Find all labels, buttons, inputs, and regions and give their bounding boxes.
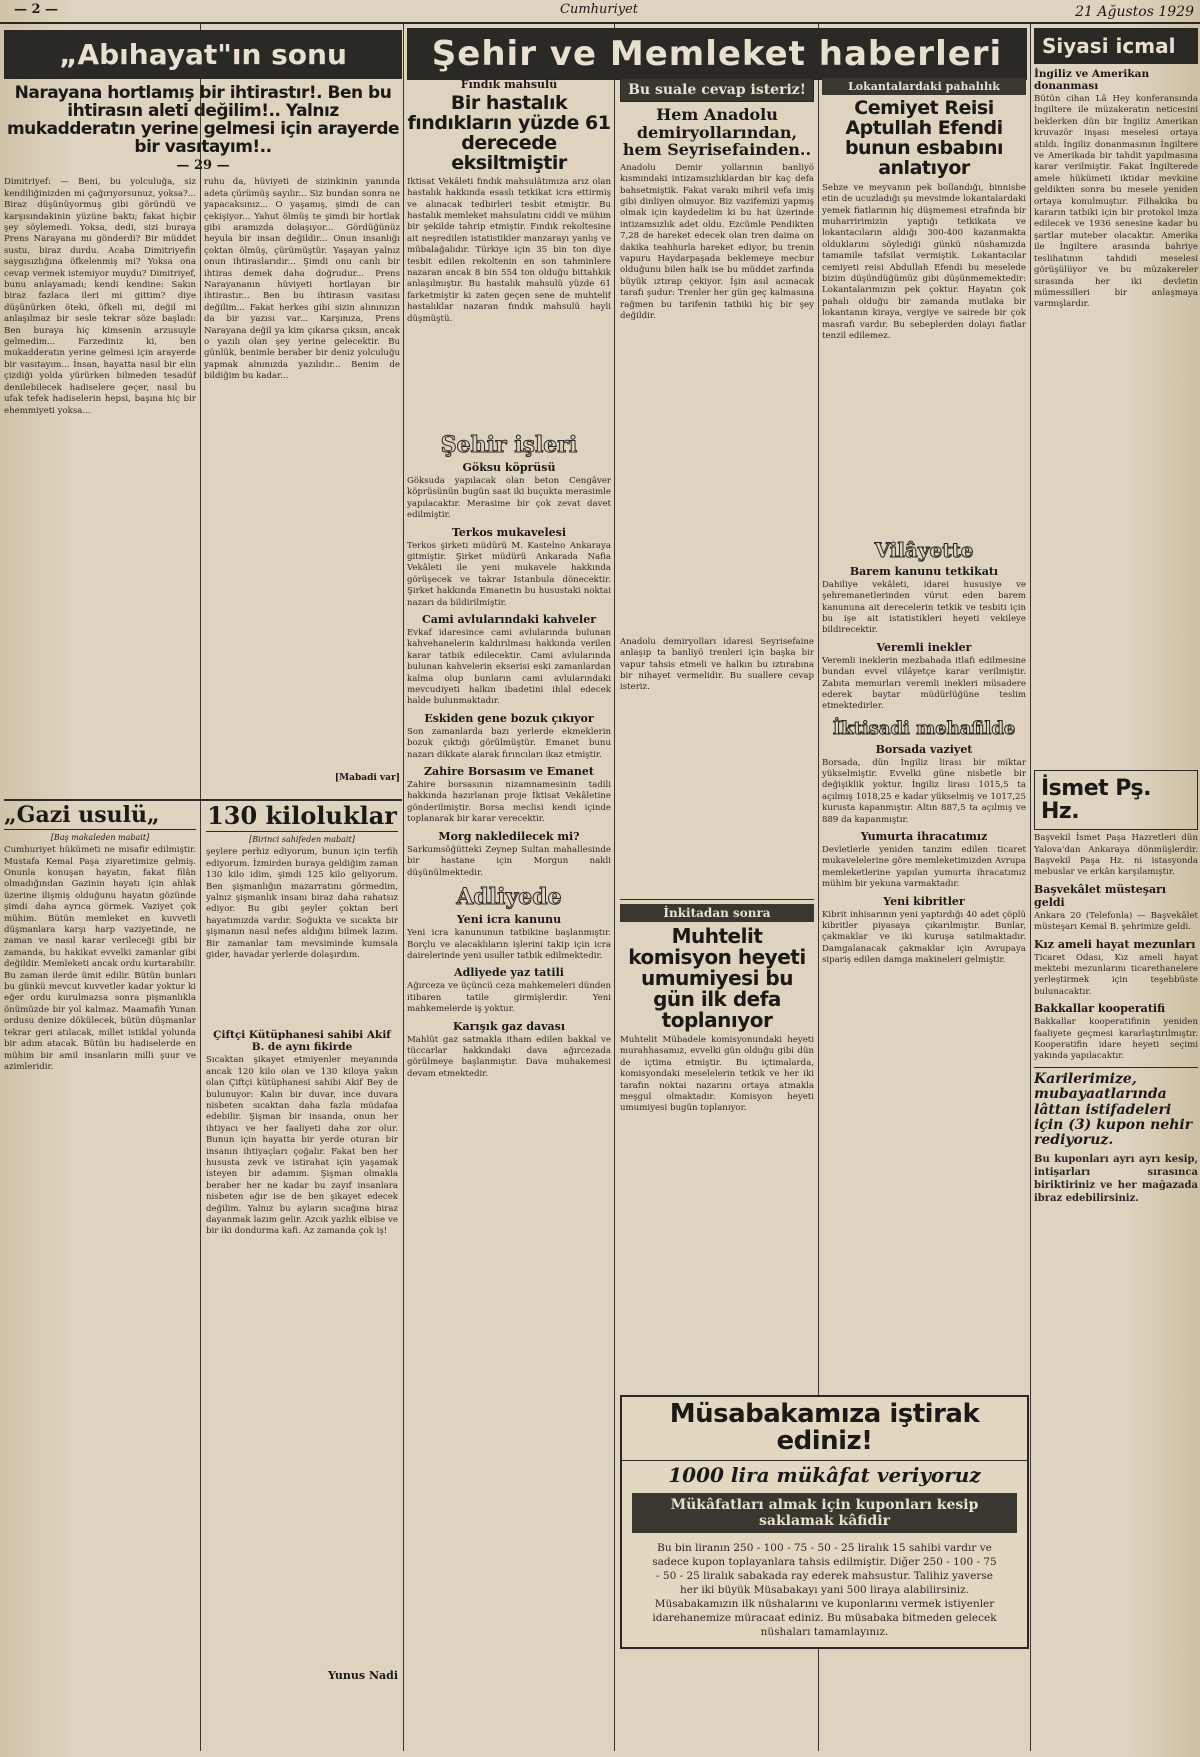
court-item-heading: Adliyede yaz tatili — [454, 966, 564, 980]
cifci-text: Sıcaktan şikayet etmiyenler meyanında ancak 120 kilo olan ve 130 kiloya yakın olan Çiftçi kütüphanesi sahibi Akif Bey de bulunuyor: Kalın bir duvar, ince duvara nisbeten sıcaktan daha fazla müdafaa edebilir. Şişman bir insanda, onun her ihtiyacı ve her faaliyeti daha zor olur. Bunun için hayatta bir yerde oturan bir insanın ihtiyaçları çoğalır. Fakat ben her hususta zevk ve istirahat için yaşamak isteyen bir adamım. Şişman olmakla beraber her ne kadar bu zayıf insanlara nisbeten ağır ise de ben şikayet edecek değilim. Yalnız bu ayların sıcağına biraz dayanmak lazım gelir. Azcık yazlık elbise ve bir iki dondurma kafi. Az zamanda çok iş! — [206, 1055, 398, 1237]
court-item-heading: Yeni icra kanunu — [456, 913, 562, 927]
restaurant-kicker: Lokantalardaki pahalılık — [822, 78, 1026, 95]
question-box: Bu suale cevap isteriz! — [620, 78, 814, 102]
pm-undersecretary-heading: Başvekâlet müsteşarı geldi — [1034, 882, 1167, 909]
kilo-article — [206, 803, 398, 1751]
serial-title: „Abıhayat"ın sonu — [4, 30, 402, 79]
serial-story — [4, 30, 402, 792]
province-item-text: Veremli ineklerin mezbahada itlafı edilmesine bundan evvel vilâyetçe karar verilmiştir. Zabıta memurları veremli inekleri müsadere ederek baytar müdürlüğüne teslim etmektedirler. — [822, 655, 1026, 712]
page-header — [0, 0, 1200, 24]
ismet-headline: İsmet Pş. Hz. — [1034, 770, 1198, 830]
readers-coupon-headline: Karilerimize, mubayaatlarında lâttan istifadeleri için (3) kupon nehir rediyoruz. — [1034, 1070, 1193, 1149]
province-item-text: Dahiliye vekâleti, idarei hususiye ve şehremanetlerinden vürut eden barem kanununa ait derecelerin tetkik ve tesbiti için bu işe ait istatistikleri heyeti vekileye bildirecektir. — [822, 579, 1026, 636]
serial-headline: Narayana hortlamış bir ihtirastır!. Ben bu ihtirasın aleti değilim!.. Yalnız mukadderatın yerine gelmesi için arayerde bir vasıtayım!.. — [6, 83, 400, 157]
gazi-title: „Gazi usulü„ — [4, 803, 196, 830]
column-rule — [614, 24, 615, 1751]
court-item-text: Ağırceza ve üçüncü ceza mahkemeleri dünden itibaren tatile girmişlerdir. Yeni mahkemelerde iş yoktur. — [407, 981, 611, 1015]
court-item-text: Mahlût gaz satmakla itham edilen bakkal ve tüccarlar hakkındaki dava ağırcezada görülmeye başlanmıştır. Dava muhakemesi devam etmektedir. — [407, 1034, 611, 1079]
province-item-heading: Barem kanunu tetkikatı — [849, 564, 999, 578]
court-title: Adliyede — [456, 883, 562, 910]
girls-school-heading: Kız ameli hayat mezunları — [1034, 937, 1196, 951]
city-news-banner — [407, 28, 1027, 80]
question-headline: Hem Anadolu demiryollarından, hem Seyrisefainden.. — [622, 105, 812, 160]
province-title: Vilâyette — [874, 537, 974, 562]
borsa-text: Borsada, dün İngiliz lirası bir miktar yükselmiştir. Evvelki güne nisbetle bir değişiklik yoktur. İngiliz lirası 1015,5 ta açılmış 1018,25 e kadar yükselmiş ve 1017,25 kurusta kapanmıştır. Altın 887,5 ta açılmış ve 889 da kapanmıştır. — [822, 757, 1026, 825]
serial-text-col1: Dimitriyef: — Beni, bu yolculuğa, siz kendiliğinizden mi çağırıyorsunuz, yoksa?... Biraz düşünüyormuş gibi göründü ve karşısındakinin yüzüne baktı; fakat hiçbir şey söylemedi. Yoksa, dedi, sizi buraya Prens Narayana mı gönderdi? Bir müddet sustu, biraz durdu. Acaba Dimitriyefin saygısızlığına öfkelenmiş mi? Yoksa ona cevap vermek istemiyor muydu? Dimitriyef, bunu anlayamadı; kendi kendine: Sakın biraz fazlaca ileri mi gittim? diye düşünürken öteki, öfkeli mi, değil mi anlaşılmaz bir sesle tekrar söze başladı: Ben buraya hiç kimsenin arzusuyle gelmedim... Farzediniz ki, ben mukadderatın yerine gelmesi için arayerde bir vasıtayım... İnsan, hayatta nasıl bir elin çizdiği yolda yürürken bilmeden tesadüf denilebilecek hadiselere geçer, nasıl bu ufak tefek hadiselerin hepsi, başına hiç bir ehemmiyeti yoksa... — [4, 177, 196, 416]
column-rule — [1030, 24, 1031, 1751]
section-divider — [4, 799, 402, 801]
question-text: Anadolu Demir yollarının banliyö kısmındaki intizamsızlıklardan bir kaç defa bahsetmiştik. Fakat varakı mihril vefa imiş gibi dinliyen olmuyor. Biz vazifemizi yapmış olmak için kaydedelim ki bu hat üzerinde intizamsızlık adet oldu. Ezcümle Pendikten 7,28 de hareket edecek olan tren daima on dakika teahhurla hareket ediyor, bu trenin vapuru Haydarpaşada beklemeye mecbur olduğunu bilen halk ise bu müddet zarfında büyük ıztırap çekiyor. İşin asıl acınacak tarafı şudur: Trenler her gün geç kalmasına rağmen bu tarifenin tatbiki hiç bir şey değildir. — [620, 162, 814, 322]
city-item-text: Terkos şirketi müdürü M. Kastelno Ankaraya gitmiştir. Şirket müdürü Ankarada Nafia Vekâleti ile yeni mukavele hakkında görüşecek ve takrar Istanbula dönecektir. Şirket hakkında Emanetin bu husustaki noktai nazarı da bildirilmiştir. — [407, 540, 611, 608]
gazi-text: Cumhuriyet hükümeti ne misafir edilmiştir. Mustafa Kemal Paşa ziyaretimize gelmiş. Onunla konuşan hayatın, fakat filân olmadığından Gazinin hayatı için ahlak üzerine ilişmiş olduğunu hayatın gözünde şimdi daha ayrıca görmek. Vaziyet çok mühim. Bütün memleket en kuvvetli düşmanlara karşı harp vaziyetinde, ne zaman ve nasıl karar verileceği gibi bir zamanda, bu hakikat evvelki zamanlar gibi değildir. Memleketi ancak ordu kurtarabilir. Bu zaman ilerde ümit edilir. Bütün bunları bu günkü mevcut kuvvetler kadar yoktur ki eğer ordu kurulmazsa sonra pişmanlıkla önümüzde bir yol kalmaz. Maamafih Yunan ordusu denize dökülecek, bütün düşmanlar tekrar geri atılacak, millet istiklal yolunda bir adım atacak. Bütün bu hadiselerde en mühim bir amil insanların milli şuur ve azimleridir. — [4, 845, 196, 1072]
kilo-title: 130 kiloluklar — [206, 803, 398, 832]
city-affairs-list — [407, 461, 611, 879]
kilo-note: [Birinci sahifeden mabait] — [249, 835, 355, 845]
commission-text: Muhtelit Mübadele komisyonundaki heyeti murahhasamız, evvelki gün olduğu gibi dün de içtima etmiştir. Bu içtimalarda, komisyondaki meselelerin tetkik ve her iki tarafın noktai nazarını ortaya atmakla meşgul olmaktadır. Komisyon heyeti umumiyesi bugün toplanıyor. — [620, 1035, 814, 1114]
city-item-text: Evkaf idaresince cami avlularında bulunan kahvehanelerin kaldırılması hakkında verilen karar tatbik edilecektir. Cami avlularında bulunan kahvelerin ekserisi eski zamanlardan kalma olup bunların cami avlularındaki mevcudiyeti halkın ibadetini ihlal edecek halde bulunmaktadır. — [407, 628, 611, 707]
city-item-heading: Terkos mukavelesi — [451, 525, 567, 539]
city-item-text: Son zamanlarda bazı yerlerde ekmeklerin bozuk çıktığı görülmüştür. Emanet bunu nazarı dikkate alarak fırıncıları ikaz etmiştir. — [407, 726, 611, 760]
city-item-heading: Cami avlularındaki kahveler — [421, 613, 597, 626]
matches-text: Kibrit inhisarının yeni yaptırdığı 40 adet çöplü kibritler piyasaya çıkarılmıştır. Bunlar, çakmaklar ve iki kuruşa satılmaktadır. Damgalanacak çakmaklar için Avrupaya sipariş edilen damga makineleri gelmiştir. — [822, 909, 1026, 966]
city-news-title: Şehir ve Memleket haberleri — [407, 28, 1027, 80]
hazelnut-article — [407, 78, 611, 1751]
readers-coupon-text: Bu kuponları ayrı ayrı kesip, intişarları sırasınca biriktiriniz ve her mağazada ibraz edebilirsiniz. — [1034, 1153, 1198, 1204]
gazi-article — [4, 803, 196, 1751]
pm-undersecretary-text: Ankara 20 (Telefonla) — Başvekâlet müsteşarı Kemal B. şehrimize geldi. — [1034, 910, 1198, 933]
city-item-heading: Eskiden gene bozuk çıkıyor — [424, 711, 594, 725]
city-item-text: Zahire borsasının nizamnamesinin tadili hakkında hazırlanan proje İktisat Vekâletine gönderilmiştir. Borsa meclisi kendi içinde toplanarak bir karar verecektir. — [407, 780, 611, 825]
contest-subheadline: 1000 lira mükâfat veriyoruz — [668, 1462, 981, 1487]
city-item-text: Sarkumsöğütteki Zeynep Sultan mahallesinde bir hastane için Morgun nakli düşünülmektedir. — [407, 844, 611, 878]
grocers-coop-heading: Bakkallar kooperatifi — [1034, 1002, 1166, 1016]
contest-coupon-box: Mükâfatları almak için kuponları kesip saklamak kâfidir — [632, 1493, 1017, 1533]
political-subhead: İngiliz ve Amerikan donanması — [1034, 68, 1150, 92]
hazelnut-text: İktisat Vekâleti fındık mahsulâtımıza arız olan hastalık hakkında esaslı tetkikat icra ettirmiş ve alınacak tedbirleri tesbit etmiştir. Bu hastalık memleket mahsulatını ciddi ve mühim bir şekilde tahrip etmiştir. Fındık rekoltesine ait neşredilen istatistikler manzarayı yanlış ve mübalağalıdır. Türkiye için 35 bin ton diye tesbit edilen rekoltenin en son tahminlere nazaran ancak 8 bin 554 ton olduğu bittahkik anlaşılmıştır. Bu hastalık mahsulü yüzde 61 farketmiştir ki zaten geçen sene de muhtelif hastalıklar nazaran fındık mahsulü hayli düşmüştü. — [407, 176, 611, 324]
restaurant-headline: Cemiyet Reisi Aptullah Efendi bunun esbabını anlatıyor — [844, 97, 1004, 179]
hazelnut-kicker: Fındık mahsulü — [460, 78, 558, 91]
serial-text-col2: ruhu da, hüviyeti de sizinkinin yanında adeta çürümüş sayılır... Siz bundan sonra ne yapacaksınız... O yaşamış, şimdi de can çekişiyor... Yahut ölmüş te şimdi bir hortlak gibi aramızda dolaşıyor... Gördüğünüz heyula bir insan değildir... Onun insanlığı çoktan ölmüş, çürümüştür. Yaşayan yalnız onun ihtiraslarıdır... Şimdi onu canlı bir ihtiras demek daha doğrudur... Prens Narayananın hüviyeti hortlayan bir ihtirastır... Ben bu ihtirasın vasıtası değilim... Fakat herkes gibi sizin alınınızın da bir yazısı var... Karşınıza, Prens Narayana değil ya kim çıkarsa çıksın, ancak o yazılı olan şey yerine gelecektir. Bu günlük, benimle beraber bir deniz yolculuğu yapmak alnınızda yazılıdır... Benim de bildiğim bu kadar... — [204, 177, 400, 382]
economy-title: İktisadi mehafilde — [832, 717, 1016, 739]
egg-export-text: Devletlerle yeniden tanzim edilen ticaret mukavelelerine göre memleketimizden Avrupa memleketlerine yapılan yumurta ihracatımız mühim bir yekuna varmaktadır. — [822, 845, 1026, 890]
grocers-coop-text: Bakkallar kooperatifinin yeniden faaliyete geçmesi kararlaştırılmıştır. Kooperatifin idare heyeti seçimi yakında yapılacaktır. — [1034, 1017, 1198, 1062]
contest-body: Bu bin liranın 250 - 100 - 75 - 50 - 25 liralık 15 sahibi vardır ve sadece kupon toplayanlara tahsis edilmiştir. Diğer 250 - 100 - 75 - 50 - 25 liralık sabakada ray ederek mahsustur. Talihiz yaverse her iki büyük Müsabakayı yani 500 liraya alabilirsiniz. Müsabakamızın ilk nüshalarını ve kuponlarını vermek istiyenler idarehanemize müracaat ediniz. Bu müsabaka bitmeden gelecek nüshaları tamamlayınız. — [652, 1541, 997, 1638]
political-summary — [1034, 28, 1198, 1751]
court-item-text: Yeni icra kanununun tatbikine başlanmıştır. Borçlu ve alacaklıların işlerini takip için icra dairelerinde yeni usuller tatbik edilmektedir. — [407, 928, 611, 961]
hazelnut-headline: Bir hastalık fındıkların yüzde 61 derecede eksiltmiştir — [407, 92, 611, 174]
publication-name: Cumhuriyet — [560, 2, 639, 17]
city-item-heading: Göksu köprüsü — [462, 460, 556, 474]
restaurant-article — [822, 78, 1026, 1751]
railway-text: Anadolu demiryolları idaresi Seyrisefaine anlaşıp ta banliyö trenleri için başka bir vapur tahsis etmeli ve halkın bu ıztırabına bir nihayet vermelidir. Bu suallere cevap isteriz. — [620, 636, 814, 693]
serial-episode-number: — 29 — — [176, 158, 230, 174]
page-number: — 2 — — [14, 2, 59, 17]
commission-article — [620, 895, 814, 1225]
author-signature: Yunus Nadi — [328, 1669, 398, 1683]
commission-kicker: İnkitadan sonra — [620, 904, 814, 922]
restaurant-text: Sebze ve meyvanın pek bollandığı, binnisbe etin de ucuzladığı şu mevsimde lokantalardaki yemek fiatlarının hiç düşmemesi etrafında bir muharririmizin yaptığı tetkikata ve lokantacıların aldığı 300-400 kazanmakta olduklarını söylediği günkü nüshamızda tamamile tafsilat vermiştik. Lokantacılar cemiyeti reisi Abdullah Efendi bu meselede bizim düşündüğümüz gibi düşünmemektedir: Lokantalarımızın pek çoktur. Hayatın çok pahalı olduğu bir zamanda mutlaka bir lokantanın kiraya, vergiye ve sairede bir çok masrafı vardır. Bu sebeplerden dolayı fiatlar tenzil edilemez. — [822, 182, 1026, 342]
serial-continued: [Mabadi var] — [334, 773, 400, 784]
gazi-note: [Baş makaleden mabait] — [50, 833, 150, 843]
city-item-heading: Zahire Borsasım ve Emanet — [424, 765, 594, 779]
province-item-heading: Veremli inekler — [876, 640, 972, 654]
political-banner: Siyasi icmal — [1034, 28, 1198, 64]
girls-school-text: Ticaret Odası, Kız ameli hayat mektebi mezunlarını ticarethanelere yerleştirmek için teşebbüste bulunacaktır. — [1034, 952, 1198, 997]
kilo-text: şeylere perhiz ediyorum, bunun için terfih ediyorum. İzmirden buraya geldiğim zaman 130 kilo idim, şimdi 125 kilo geliyorum. Ben şişmanlığın mazarratını görmedim, yalnız şişmanlık insanı biraz daha rahatsız ediyor. Bu gibi şeyler çoktan beri hayatımızda vardır. Soğukta ve sıcakta bir şişmanın nasıl nefes aldığını bilmek lazım. Bir zamanlar tam mevsiminde kumsala gider, havadar yerlerde dolaşırdım. — [206, 847, 398, 961]
city-item-text: Göksuda yapılacak olan beton Cengâver köprüsünün bugün saat iki buçukta merasimle yapılacaktır. Merasime bir çok zevat davet edilmiştir. — [407, 475, 611, 521]
column-rule — [403, 24, 404, 1751]
political-text: Bütün cihan Lâ Hey konferansında İngiltere ile müzakeratın neticesini beklerken dün bir İngiliz Amerikan kruvazör inşası meselesi ortaya atıldı. İngiliz donanmasının İngiltere ve Amerikada bir tahdit yapılmasına karar verilmiştir. Fakat İngilterede amele hükümeti iktidar mevkiine geldikten sonra bu mesele yeniden ortaya konulmuştur. Filhakika bu kararın tatbiki için bir protokol imza edilecek ve 1936 senesine kadar bu şartlar muteber olacaktır. Amerika ile İngiltere arasında bahriye teslihatının tahdidi meselesi görüşülüyor ve bu müzakereler sırasında her iki devletin mümessilleri bir anlaşmaya varmışlardır. — [1034, 94, 1198, 310]
cifci-title: Çiftçi Kütüphanesi sahibi Akif B. de aynı fikirde — [213, 1029, 391, 1054]
commission-headline: Muhtelit komisyon heyeti umumiyesi bu gün ilk defa toplanıyor — [628, 924, 806, 1032]
matches-heading: Yeni kibritler — [883, 894, 965, 908]
egg-export-heading: Yumurta ihracatımız — [860, 830, 988, 844]
city-item-heading: Morg nakledilecek mi? — [438, 829, 580, 843]
issue-date: 21 Ağustos 1929 — [1075, 4, 1194, 20]
court-item-heading: Karışık gaz davası — [452, 1019, 566, 1033]
contest-headline: Müsabakamıza iştirak ediniz! — [622, 1397, 1027, 1461]
borsa-heading: Borsada vaziyet — [875, 742, 973, 756]
ismet-text: Başvekil İsmet Paşa Hazretleri dün Yalova'dan Ankaraya dönmüşlerdir. Başvekil Paşa Hz. ni istasyonda mebuslar ve erkân karşılamıştır. — [1034, 833, 1198, 878]
city-affairs-title: Şehir işleri — [440, 431, 578, 458]
